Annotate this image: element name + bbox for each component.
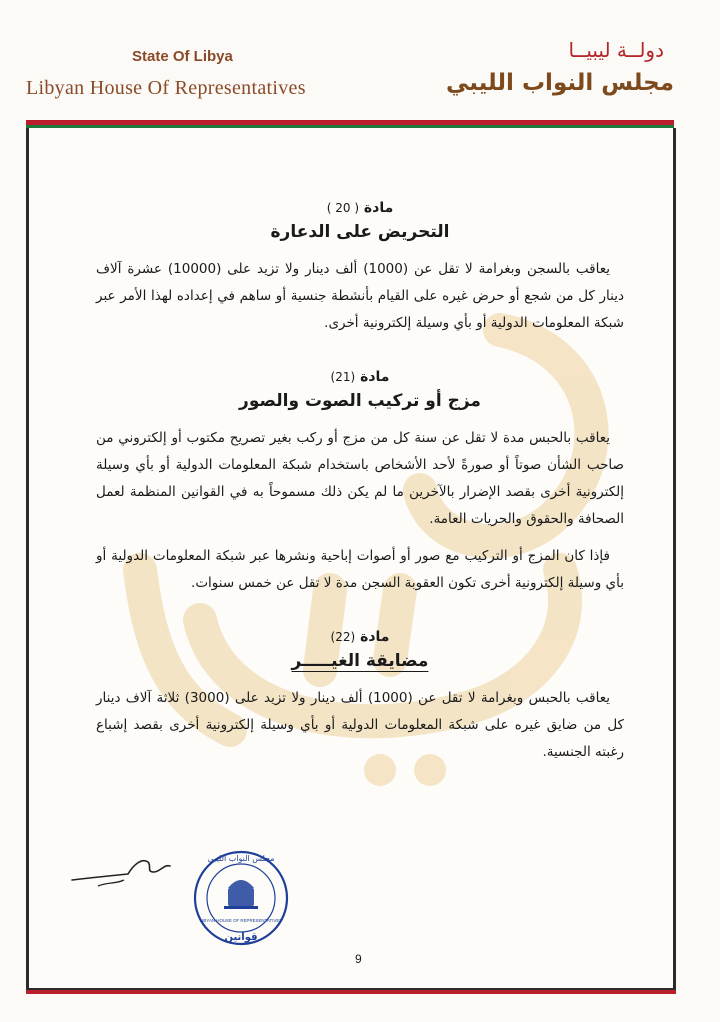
article-label: مادة [360, 369, 390, 385]
article-label: مادة [360, 629, 390, 645]
letterhead [0, 0, 720, 118]
article-paragraph: يعاقب بالسجن وبغرامة لا تقل عن (1000) ألف دينار ولا تزيد على (10000) عشرة آلاف دينار كل من شجع أو حرض غيره على القيام بأنشطة جنسية أو ساهم في إعداده لهذا الأمر عبر شبكة المعلومات الدولية أو بأي وسيلة إلكترونية أخرى. [96, 261, 624, 331]
arabic-state-name: دولــة ليبيــا [568, 38, 664, 62]
official-seal [176, 848, 306, 948]
document-body [96, 200, 624, 776]
article-title: التحريض على الدعارة [270, 222, 450, 242]
seal-english-text: LIBYAN HOUSE OF REPRESENTATIVES [199, 918, 283, 923]
english-house-name: Libyan House Of Representatives [26, 77, 306, 99]
article-paragraph: فإذا كان المزج أو التركيب مع صور أو أصوات إباحية ونشرها عبر شبكة المعلومات الدولية أو بأي وسيلة إلكترونية أخرى تكون العقوبة السجن مدة لا تقل عن خمس سنوات. [96, 548, 624, 591]
article-title: مزج أو تركيب الصوت والصور [239, 391, 481, 411]
article-21 [96, 369, 624, 597]
article-number [96, 369, 624, 385]
article-20 [96, 200, 624, 337]
arabic-house-name: مجلس النواب الليبي [445, 70, 674, 96]
article-number-value: (22) [330, 630, 356, 644]
article-number-value: (21) [330, 370, 356, 384]
page-number: 9 [355, 952, 362, 966]
english-state-name: State Of Libya [132, 48, 233, 65]
article-number [96, 200, 624, 216]
frame-bottom-red-line [26, 990, 676, 994]
seal-bottom-text: قوانين [224, 932, 258, 943]
article-title: مضايقة الغيـــــر [291, 651, 429, 671]
article-number-value: ( 20 ) [326, 201, 360, 215]
seal-arabic-text: مجلس النواب الليبي [207, 854, 275, 863]
article-22 [96, 629, 624, 766]
article-label: مادة [363, 200, 394, 216]
article-paragraph: يعاقب بالحبس مدة لا تقل عن سنة كل من مزج أو ركب بغير تصريح مكتوب أو إلكتروني من صاحب الشأن صوتاً أو صورةً لأحد الأشخاص باستخدام شبكة المعلومات الدولية أو بأي وسيلة إلكترونية أخرى بقصد الإضرار بالآخرين ما لم يكن ذلك مسموحاً به في القوانين المنظمة لعمل الصحافة والحقوق والحريات العامة. [96, 430, 624, 527]
article-paragraph: يعاقب بالحبس وبغرامة لا تقل عن (1000) ألف دينار ولا تزيد على (3000) ثلاثة آلاف دينار كل من ضايق غيره على شبكة المعلومات الدولية أو بأي وسيلة إلكترونية أخرى بقصد إشباع رغبته الجنسية. [96, 690, 624, 760]
article-number [96, 629, 624, 645]
handwritten-signature [68, 850, 178, 890]
